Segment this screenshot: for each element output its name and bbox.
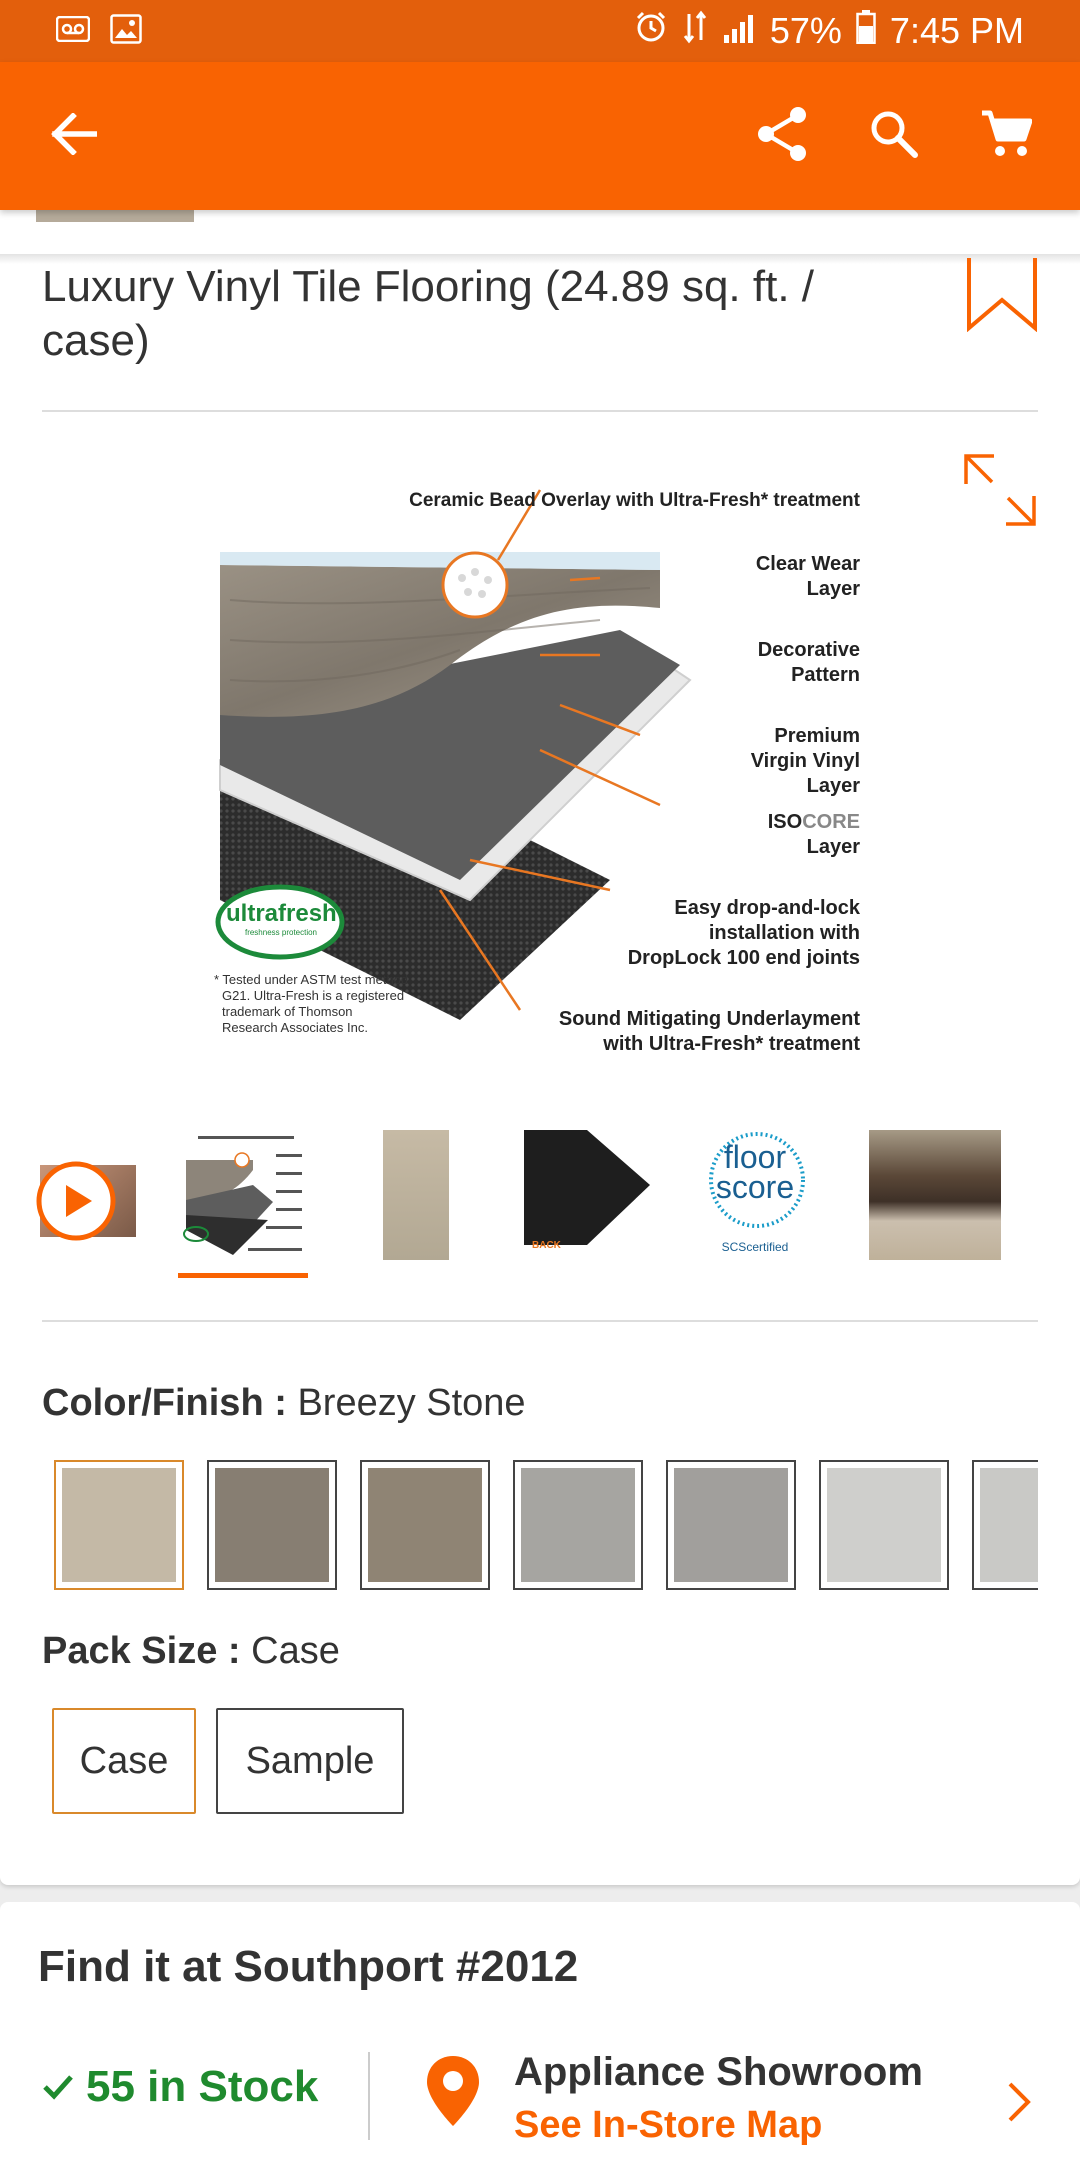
expand-image-button[interactable] [960,450,1040,535]
in-store-map-link[interactable]: See In-Store Map [514,2104,823,2146]
label-underlayment [559,1007,860,1057]
chevron-right-icon[interactable] [1006,2080,1034,2129]
sticky-product-thumbnail [36,210,194,222]
search-button[interactable] [864,106,924,166]
clock-time: 7:45 PM [889,10,1024,51]
cart-icon [980,109,1032,164]
label-line: Premium [774,725,860,747]
expand-icon [960,517,1040,534]
share-icon [756,106,808,167]
footnote-line: * Tested under ASTM test method [214,972,409,987]
swatch-7[interactable] [972,1460,1038,1590]
footnote-line: G21. Ultra-Fresh is a registered [222,988,405,1003]
label-line [768,810,860,835]
color-finish-value: Breezy Stone [297,1382,526,1424]
pack-size-value: Case [251,1630,340,1672]
back-button[interactable] [44,106,104,166]
network-icon [682,10,708,53]
footnote-line: trademark of Thomson [222,1004,353,1019]
swatch-6[interactable] [819,1460,949,1590]
store-title: Find it at Southport #2012 [38,1942,579,1991]
label-line: Easy drop-and-lock [674,897,860,919]
ultrafresh-logo-text: ultrafresh [226,900,337,927]
color-finish-row [42,1382,526,1425]
checkmark-icon [42,2062,74,2112]
swatch-2[interactable] [207,1460,337,1590]
share-button[interactable] [752,106,812,166]
product-hero-image[interactable] [200,460,860,1060]
back-arrow-icon [51,113,97,160]
core-text: CORE [802,811,860,833]
label-line: Decorative [757,639,860,661]
label-droplock [628,896,860,971]
swatch-fill [215,1468,329,1582]
label-clear-wear [756,552,860,602]
scs-text: SCScertified [721,1240,789,1254]
product-title: Luxury Vinyl Tile Flooring (24.89 sq. ft. / case) [42,262,814,365]
thumbnail-selected-indicator [178,1273,308,1278]
swatch-4[interactable] [513,1460,643,1590]
swatch-fill [521,1468,635,1582]
label-line: Clear Wear [755,553,860,575]
iso-text: ISO [767,811,803,833]
thumbnail-video[interactable] [40,1165,136,1237]
app-bar [0,62,1080,210]
label-line: Virgin Vinyl [750,750,860,772]
divider [42,1320,1038,1322]
label-line: Pattern [791,664,860,686]
swatch-3[interactable] [360,1460,490,1590]
thumbnail-plank[interactable] [383,1130,449,1260]
label-line: Sound Mitigating Underlayment [558,1008,860,1030]
store-availability-card [0,1902,1080,2160]
voicemail-icon [56,16,90,47]
thumbnail-layers[interactable] [178,1130,308,1260]
label-bead-overlay: Ceramic Bead Overlay with Ultra-Fresh* treatment [409,490,860,511]
thumbnail-strip [0,1130,1080,1300]
stock-status [42,2062,318,2112]
swatch-5[interactable] [666,1460,796,1590]
score-text: score [715,1169,795,1205]
label-line: with Ultra-Fresh* treatment [603,1033,860,1055]
label-line: Layer [806,578,860,600]
color-swatches [54,1460,1038,1590]
cart-button[interactable] [976,106,1036,166]
thumbnail-room[interactable] [869,1130,1001,1260]
swatch-fill [980,1468,1038,1582]
swatch-fill [827,1468,941,1582]
store-location: Appliance Showroom [514,2050,923,2094]
divider [368,2052,370,2140]
battery-icon [856,10,876,53]
swatch-fill [62,1468,176,1582]
divider [42,410,1038,412]
footnote-line: Research Associates Inc. [222,1020,368,1035]
status-bar [0,0,1080,62]
save-to-list-button[interactable] [966,258,1038,337]
label-decorative [758,638,860,688]
swatch-breezy-stone[interactable] [54,1460,184,1590]
pack-option-case[interactable]: Case [52,1708,196,1814]
map-pin-icon [424,2054,482,2133]
swatch-fill [368,1468,482,1582]
label-line: installation with [708,922,860,944]
ultrafresh-logo-sub: freshness protection [244,928,318,937]
thumbnail-floorscore[interactable] [690,1130,820,1260]
label-vinyl [751,724,860,799]
pack-option-sample[interactable]: Sample [216,1708,404,1814]
battery-text: 57% [769,10,842,51]
stock-count: 55 in Stock [86,2062,319,2111]
label-line: DropLock 100 end joints [627,947,860,969]
pack-size-row [42,1630,340,1673]
label-line: Layer [806,775,860,797]
search-icon [869,109,919,164]
bookmark-icon [966,319,1038,336]
swatch-fill [674,1468,788,1582]
back-label: BACK [532,1240,561,1251]
color-finish-label: Color/Finish : [42,1382,287,1424]
label-line: Layer [806,836,860,858]
floor-text: floor [723,1139,787,1175]
ultrafresh-logo [226,900,336,937]
ultrafresh-footnote [214,972,408,1036]
thumbnail-back[interactable] [522,1130,652,1260]
floorscore-logo [690,1139,820,1205]
alarm-icon [634,10,668,53]
play-icon [36,1161,116,1246]
product-card [0,210,1080,1885]
label-isocore [768,810,860,860]
signal-icon [722,10,756,52]
image-icon [110,14,142,49]
pack-size-label: Pack Size : [42,1630,241,1672]
